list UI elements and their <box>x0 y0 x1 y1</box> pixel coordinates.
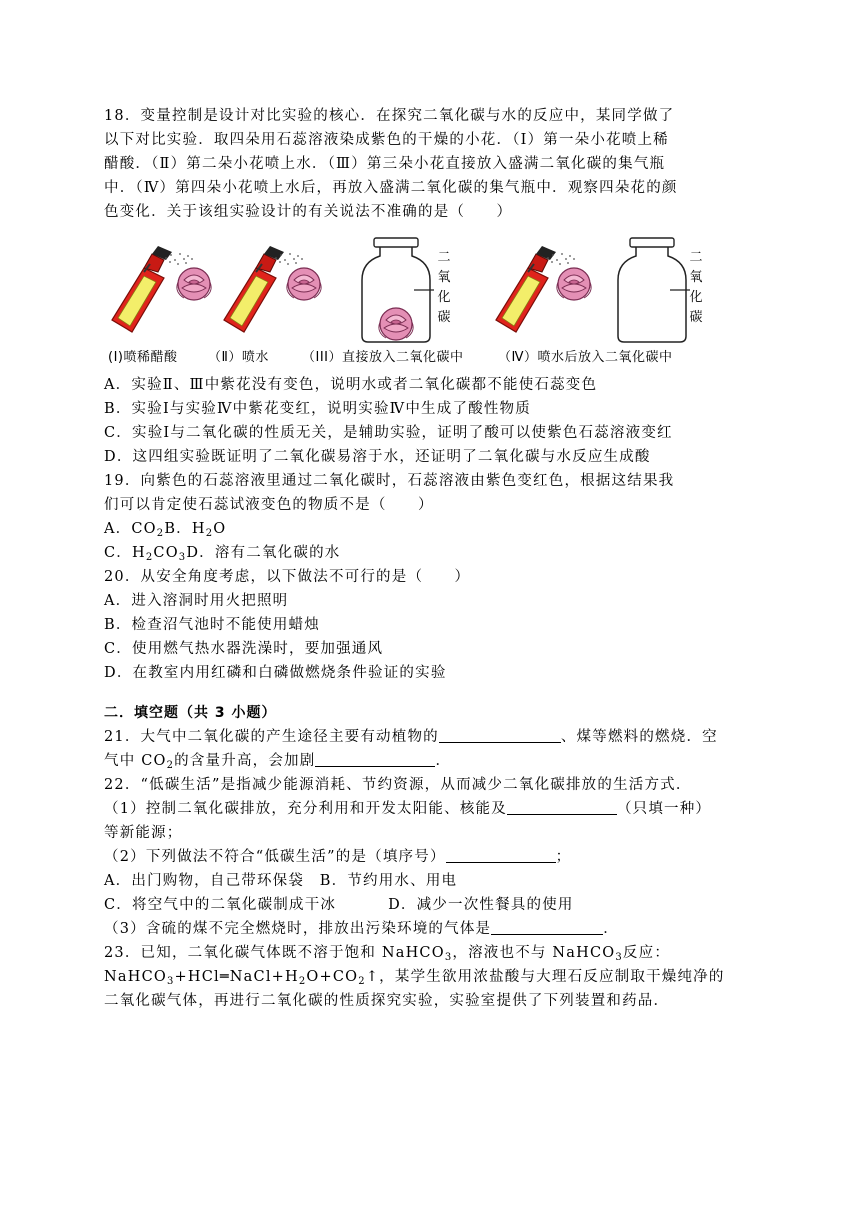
q19-option-a-sub: 2 <box>156 528 165 539</box>
q23-line-3: 二氧化碳气体，再进行二氧化碳的性质探究实验，实验室提供了下列装置和药品． <box>104 993 670 1009</box>
flower-icon-1 <box>177 268 211 300</box>
q23-sub-1: 3 <box>444 952 453 963</box>
eq-double-bar: ═ <box>219 969 230 985</box>
eq-sub: 3 <box>166 976 175 987</box>
q21-text-a: 21．大气中二氧化碳的产生途径主要有动植物的 <box>104 729 439 745</box>
q22-line-4 <box>104 845 764 869</box>
q22-options-cd <box>104 893 764 917</box>
caption-1: (I)喷稀醋酸 <box>108 350 178 365</box>
q22-text-2a: （1）控制二氧化碳排放，充分利用和开发太阳能、核能及 <box>104 801 507 817</box>
caption-4: （Ⅳ）喷水后放入二氧化碳中 <box>498 350 673 365</box>
eq-sub: 2 <box>358 976 366 987</box>
q21-blank-1[interactable] <box>439 728 561 743</box>
q23-line-1 <box>104 941 764 965</box>
flower-icon-2 <box>287 268 321 300</box>
q18-option-a: A．实验Ⅱ、Ⅲ中紫花没有变色，说明水或者二氧化碳都不能使石蕊变色 <box>104 377 598 393</box>
q19-line-1: 19．向紫色的石蕊溶液里通过二氧化碳时，石蕊溶液由紫色变红色，根据这结果我 <box>104 473 675 489</box>
q19-option-b: B．H <box>164 521 206 537</box>
q18-line-3: 醋酸．（Ⅱ）第二朵小花喷上水．（Ⅲ）第三朵小花直接放入盛满二氧化碳的集气瓶 <box>104 156 666 172</box>
q22-text-4b: ； <box>555 849 572 865</box>
jar-label-1 <box>436 248 452 328</box>
q22-blank-2[interactable] <box>446 848 556 863</box>
q22-options-ab: A．出门购物，自己带环保袋 B．节约用水、用电 <box>104 873 458 889</box>
flower-icon-3 <box>379 308 413 340</box>
q19-option-b-sub: 2 <box>205 528 214 539</box>
flower-icon-4 <box>557 268 591 300</box>
q18-line-1: 18．变量控制是设计对比实验的核心．在探究二氧化碳与水的反应中，某同学做了 <box>104 108 675 124</box>
q20-line-1: 20．从安全角度考虑，以下做法不可行的是（ ） <box>104 569 471 585</box>
jar-label-2 <box>688 248 704 328</box>
q20-option-a: A．进入溶洞时用火把照明 <box>104 593 289 609</box>
jar-label-1-text: 二 氧 化 碳 <box>437 250 451 325</box>
q18-line-2: 以下对比实验．取四朵用石蕊溶液染成紫色的干燥的小花．（Ⅰ）第一朵小花喷上稀 <box>104 132 669 148</box>
eq-part: O+CO <box>306 969 359 985</box>
jar-label-2-text: 二 氧 化 碳 <box>689 250 703 325</box>
q22-option-c: C．将空气中的二氧化碳制成干冰 <box>104 897 337 913</box>
q20-option-d: D．在教室内用红磷和白磷做燃烧条件验证的实验 <box>104 665 447 681</box>
q23-text-1b: ，溶液也不与 NaHCO <box>452 945 616 961</box>
q19-option-c-mid: CO <box>153 545 179 561</box>
q19-option-c-sub1: 2 <box>145 552 154 563</box>
q23-text-1c: 反应： <box>622 945 671 961</box>
eq-sub: 2 <box>298 976 307 987</box>
q18-line-5: 色变化．关于该组实验设计的有关说法不准确的是（ ） <box>104 204 513 220</box>
q21-text-c-sub: 2 <box>166 760 175 771</box>
q21-text-b: 、煤等燃料的燃烧．空 <box>560 729 718 745</box>
q22-option-d: D．减少一次性餐具的使用 <box>388 897 574 913</box>
q21-text-c: 气中 CO <box>104 753 167 769</box>
caption-2: （Ⅱ）喷水 <box>208 350 269 365</box>
q22-text-4a: （2）下列做法不符合“低碳生活”的是（填序号） <box>104 849 446 865</box>
q22-line-7 <box>104 917 764 941</box>
q23-sub-2: 3 <box>615 952 623 963</box>
q19-options-ab <box>104 517 764 541</box>
q18-option-b: B．实验Ⅰ与实验Ⅳ中紫花变红，说明实验Ⅳ中生成了酸性物质 <box>104 401 531 417</box>
q19-line-2: 们可以肯定使石蕊试液变色的物质不是（ ） <box>104 497 434 513</box>
q21-line-1 <box>104 725 764 749</box>
q19-option-b-post: O <box>213 521 227 537</box>
q22-text-7a: （3）含硫的煤不完全燃烧时，排放出污染环境的气体是 <box>104 921 492 937</box>
q18-option-c: C．实验Ⅰ与二氧化碳的性质无关，是辅助实验，证明了酸可以使紫色石蕊溶液变红 <box>104 425 673 441</box>
eq-part: +HCl <box>174 969 220 985</box>
caption-3: （III）直接放入二氧化碳中 <box>302 350 464 365</box>
q21-text-d: 的含量升高，会加剧 <box>174 753 316 769</box>
q19-options-cd <box>104 541 764 565</box>
q22-text-7b: ． <box>603 921 619 937</box>
q19-option-d: D．溶有二氧化碳的水 <box>186 545 341 561</box>
gas-arrow-icon: ↑ <box>365 969 380 985</box>
q21-blank-2[interactable] <box>315 752 435 767</box>
spray-bottle-icon-3 <box>496 246 556 332</box>
q21-line-2 <box>104 749 764 773</box>
q20-option-c: C．使用燃气热水器洗澡时，要加强通风 <box>104 641 384 657</box>
q22-line-3: 等新能源； <box>104 825 183 841</box>
q23-text-1a: 23．已知，二氧化碳气体既不溶于饱和 NaHCO <box>104 945 445 961</box>
eq-part: NaHCO <box>104 969 167 985</box>
q22-line-2 <box>104 797 764 821</box>
q20-option-b: B．检查沼气池时不能使用蜡烛 <box>104 617 320 633</box>
q19-option-a: A．CO <box>104 521 157 537</box>
section-heading: 二．填空题（共 3 小题） <box>104 705 277 721</box>
q18-option-d: D．这四组实验既证明了二氧化碳易溶于水，还证明了二氧化碳与水反应生成酸 <box>104 449 651 465</box>
q23-equation-line <box>104 965 764 989</box>
q22-blank-3[interactable] <box>491 920 603 935</box>
q22-blank-1[interactable] <box>507 800 617 815</box>
q19-option-c: C．H <box>104 545 146 561</box>
spray-bottle-icon-2 <box>224 246 284 332</box>
q22-line-1: 22．“低碳生活”是指减少能源消耗、节约资源，从而减少二氧化碳排放的生活方式． <box>104 777 692 793</box>
eq-part: NaCl+H <box>229 969 299 985</box>
q18-line-4: 中．（Ⅳ）第四朵小花喷上水后，再放入盛满二氧化碳的集气瓶中．观察四朵花的颜 <box>104 180 678 196</box>
q19-option-c-sub2: 3 <box>178 552 187 563</box>
spray-bottle-icon-1 <box>112 246 172 332</box>
q21-text-e: ． <box>435 753 452 769</box>
eq-tail: ，某学生欲用浓盐酸与大理石反应制取干燥纯净的 <box>379 969 725 985</box>
q22-text-2b: （只填一种） <box>616 801 712 817</box>
